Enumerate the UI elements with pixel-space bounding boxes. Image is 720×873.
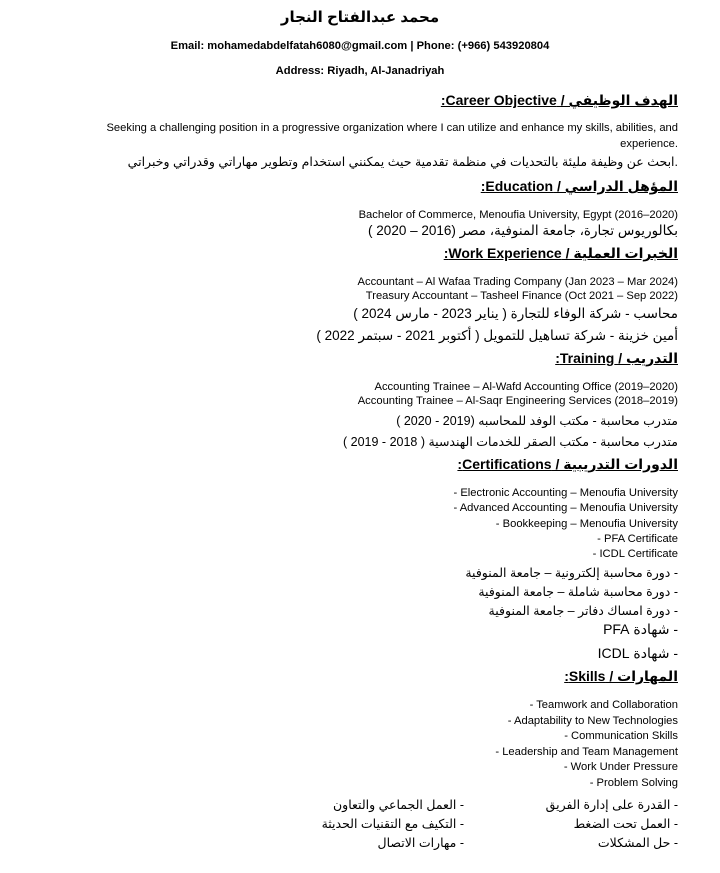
certification-en-item: - Bookkeeping – Menoufia University [495,518,678,530]
skill-en-item: - Work Under Pressure [563,761,678,773]
certifications-heading: الدورات التدريبية / Certifications: [457,456,678,472]
experience-heading: الخبرات العملية / Work Experience: [443,245,678,261]
skill-ar-right-item: - العمل تحت الضغط [573,817,678,831]
experience-en-item: Treasury Accountant – Tasheel Finance (Oct 2021 – Sep 2022) [365,290,678,302]
experience-ar-item: محاسب - شركة الوفاء للتجارة ( يناير 2023 - مارس 2024 ) [353,306,678,321]
training-en-item: Accounting Trainee – Al-Wafd Accounting Office (2019–2020) [374,381,678,393]
education-ar: بكالوريوس تجارة، جامعة المنوفية، مصر (2016 – 2020 ) [368,223,678,238]
training-en-item: Accounting Trainee – Al-Saqr Engineering Services (2018–2019) [357,395,678,407]
skill-en-item: - Teamwork and Collaboration [529,699,678,711]
certification-ar-item: - دورة محاسبة شاملة – جامعة المنوفية [478,585,678,599]
certification-en-item: - PFA Certificate [597,533,678,545]
training-heading: التدريب / Training: [555,350,678,366]
skill-ar-right-item: - القدرة على إدارة الفريق [545,798,678,812]
skill-ar-left-item: - مهارات الاتصال [377,836,464,850]
skill-en-item: - Problem Solving [589,777,678,789]
experience-en-item: Accountant – Al Wafaa Trading Company (Jan 2023 – Mar 2024) [357,276,678,288]
objective-heading: الهدف الوظيفي / Career Objective: [440,92,678,108]
certification-en-item: - Advanced Accounting – Menoufia University [453,502,678,514]
address-line: Address: Riyadh, Al-Janadriyah [275,65,445,77]
skill-ar-left-item: - العمل الجماعي والتعاون [333,798,464,812]
objective-en-line1: Seeking a challenging position in a progressive organization where I can utilize and enhance my skills, abilities, and [106,122,678,134]
certification-en-item: - ICDL Certificate [592,548,678,560]
contact-line: Email: mohamedabdelfatah6080@gmail.com | Phone: (+966) 543920804 [170,40,550,52]
certification-en-item: - Electronic Accounting – Menoufia University [453,487,678,499]
skills-heading: المهارات / Skills: [564,668,678,684]
experience-ar-item: أمين خزينة - شركة تساهيل للتمويل ( أكتوبر 2021 - سبتمر 2022 ) [316,328,678,343]
skill-ar-right-item: - حل المشكلات [597,836,678,850]
education-heading: المؤهل الدراسي / Education: [480,178,678,194]
training-ar-item: متدرب محاسبة - مكتب الوفد للمحاسبه (2019 - 2020 ) [396,414,678,428]
education-en: Bachelor of Commerce, Menoufia University, Egypt (2016–2020) [358,209,678,221]
training-ar-item: متدرب محاسبة - مكتب الصقر للخدمات الهندسية ( 2018 - 2019 ) [343,435,678,449]
resume-name: محمد عبدالفتاح النجار [280,9,440,26]
skill-en-item: - Communication Skills [564,730,678,742]
skill-ar-left-item: - التكيف مع التقنيات الحديثة [321,817,464,831]
certification-ar-item: - شهادة PFA [603,621,678,637]
certification-ar-item: - شهادة ICDL [597,645,678,661]
objective-ar: .ابحث عن وظيفة مليئة بالتحديات في منظمة تقدمية حيث يمكنني استخدام وتطوير مهاراتي وقدراتي وخبراتي [127,155,678,169]
objective-en-line2: experience. [620,138,678,150]
skill-en-item: - Leadership and Team Management [495,746,678,758]
skill-en-item: - Adaptability to New Technologies [507,715,678,727]
certification-ar-item: - دورة محاسبة إلكترونية – جامعة المنوفية [465,566,678,580]
certification-ar-item: - دورة امساك دفاتر – جامعة المنوفية [488,604,678,618]
